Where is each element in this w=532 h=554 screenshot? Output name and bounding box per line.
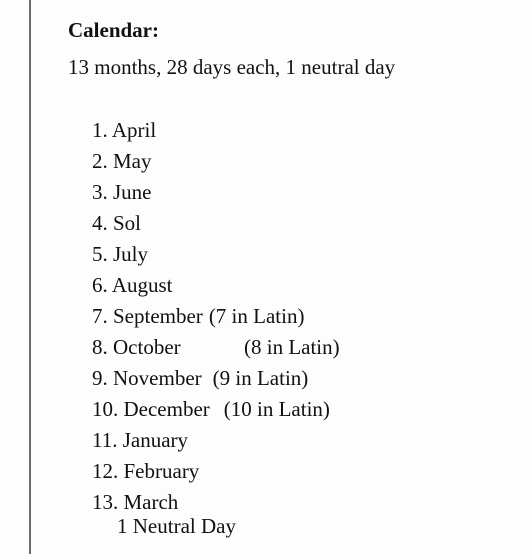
month-item bbox=[92, 456, 340, 487]
month-name: 12. February bbox=[92, 459, 200, 483]
month-item bbox=[92, 425, 340, 456]
month-name: 9. November bbox=[92, 366, 202, 390]
month-item bbox=[92, 301, 340, 332]
month-item bbox=[92, 146, 340, 177]
month-name: 4. Sol bbox=[92, 211, 142, 235]
month-name: 10. December bbox=[92, 397, 210, 421]
calendar-heading: Calendar: bbox=[68, 18, 159, 42]
month-item bbox=[92, 239, 340, 270]
month-item bbox=[92, 208, 340, 239]
calendar-summary: 13 months, 28 days each, 1 neutral day bbox=[68, 55, 396, 79]
latin-note: (10 in Latin) bbox=[223, 397, 330, 421]
month-item bbox=[92, 332, 340, 363]
month-name: 2. May bbox=[92, 149, 152, 173]
month-item bbox=[92, 363, 340, 394]
latin-note: (9 in Latin) bbox=[212, 366, 309, 390]
month-name: 8. October bbox=[92, 335, 181, 359]
month-name: 3. June bbox=[92, 180, 152, 204]
month-name: 13. March bbox=[92, 490, 179, 514]
latin-note: (8 in Latin) bbox=[244, 335, 340, 359]
month-item bbox=[92, 394, 340, 425]
month-list bbox=[92, 115, 340, 518]
latin-note: (7 in Latin) bbox=[208, 304, 305, 328]
month-name: 6. August bbox=[92, 273, 173, 297]
month-name: 1. April bbox=[92, 118, 157, 142]
month-item bbox=[92, 270, 340, 301]
month-name: 7. September bbox=[92, 304, 203, 328]
month-name: 11. January bbox=[92, 428, 189, 452]
month-item bbox=[92, 177, 340, 208]
left-border-line bbox=[29, 0, 31, 554]
neutral-day-line: 1 Neutral Day bbox=[117, 514, 236, 538]
month-item bbox=[92, 115, 340, 146]
month-name: 5. July bbox=[92, 242, 149, 266]
